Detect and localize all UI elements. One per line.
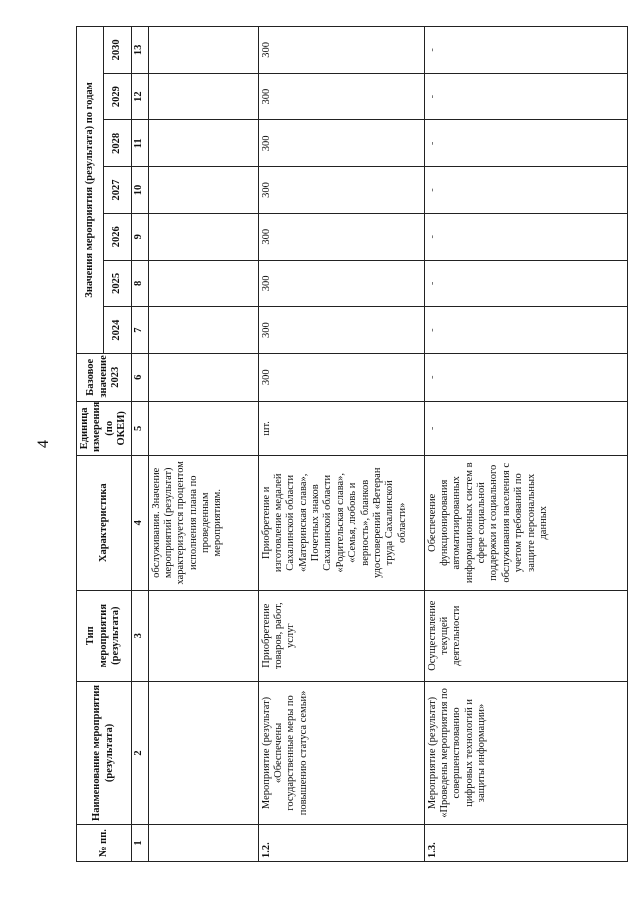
row-value: -: [424, 307, 627, 354]
table-row: [258, 27, 424, 862]
row-value: -: [424, 167, 627, 214]
index-cell: 10: [131, 167, 148, 214]
row-value: 300: [258, 260, 424, 307]
header-year: 2030: [104, 27, 131, 74]
index-cell: 6: [131, 353, 148, 401]
row-value: 300: [258, 167, 424, 214]
header-year: 2029: [104, 73, 131, 120]
row-characteristic: обслуживания. Значение мероприятий (результат) характеризуется процентом исполнения плана по проведенным мероприятиям.: [148, 455, 258, 590]
header-year: 2026: [104, 213, 131, 260]
row-value: [148, 167, 258, 214]
row-value: 300: [258, 307, 424, 354]
rotated-table-wrapper: [76, 26, 608, 862]
row-type: Осуществление текущей деятельности: [424, 590, 627, 681]
index-cell: 12: [131, 73, 148, 120]
header-base: Базовое значение 2023: [77, 353, 132, 401]
header-characteristic: Характеристика: [77, 455, 132, 590]
row-value: [148, 73, 258, 120]
row-value: -: [424, 120, 627, 167]
row-num: 1.2.: [258, 825, 424, 862]
row-base: 300: [258, 353, 424, 401]
row-base: [148, 353, 258, 401]
header-unit: Единица измерения (по ОКЕИ): [77, 401, 132, 455]
row-value: -: [424, 73, 627, 120]
row-value: -: [424, 260, 627, 307]
row-num: 1.3.: [424, 825, 627, 862]
page-number: 4: [35, 440, 52, 448]
row-value: [148, 213, 258, 260]
header-year: 2024: [104, 307, 131, 354]
row-value: [148, 120, 258, 167]
row-base: -: [424, 353, 627, 401]
header-year: 2028: [104, 120, 131, 167]
row-value: -: [424, 213, 627, 260]
header-years-group: Значения мероприятия (результата) по годам: [77, 27, 104, 354]
index-cell: 8: [131, 260, 148, 307]
index-cell: 4: [131, 455, 148, 590]
row-characteristic: Приобретение и изготовление медалей Сахалинской области «Материнская слава», Почетных знаков Сахалинской области «Родительская слава», «Семья, любовь и верность», бланков удостоверений «Ветеран труда Сахалинской области»: [258, 455, 424, 590]
header-num: № пп.: [77, 825, 132, 862]
index-cell: 7: [131, 307, 148, 354]
header-name: Наименование мероприятия (результата): [77, 681, 132, 824]
row-value: 300: [258, 213, 424, 260]
measures-table: [76, 26, 628, 862]
table-row: [148, 27, 258, 862]
row-value: 300: [258, 27, 424, 74]
index-cell: 11: [131, 120, 148, 167]
row-value: [148, 260, 258, 307]
header-year: 2025: [104, 260, 131, 307]
row-type: Приобретение товаров, работ, услуг: [258, 590, 424, 681]
row-value: 300: [258, 120, 424, 167]
row-value: 300: [258, 73, 424, 120]
index-cell: 13: [131, 27, 148, 74]
row-name: Мероприятие (результат) «Проведены мероприятия по совершенствованию цифровых технологий и защиты информации»: [424, 681, 627, 824]
row-value: [148, 27, 258, 74]
header-type: Тип мероприятия (результата): [77, 590, 132, 681]
table-row: [424, 27, 627, 862]
row-name: Мероприятие (результат) «Обеспечены государственные меры по повышению статуса семьи»: [258, 681, 424, 824]
row-characteristic: Обеспечение функционирования автоматизированных информационных систем в сфере социальной поддержки и социального обслуживания населения с учетом требований по защите персональных данных: [424, 455, 627, 590]
index-cell: 3: [131, 590, 148, 681]
row-unit: шт.: [258, 401, 424, 455]
column-index-row: [131, 27, 148, 862]
index-cell: 9: [131, 213, 148, 260]
row-unit: [148, 401, 258, 455]
row-num: [148, 825, 258, 862]
index-cell: 2: [131, 681, 148, 824]
row-value: [148, 307, 258, 354]
header-year: 2027: [104, 167, 131, 214]
row-name: [148, 681, 258, 824]
index-cell: 1: [131, 825, 148, 862]
index-cell: 5: [131, 401, 148, 455]
row-type: [148, 590, 258, 681]
row-value: -: [424, 27, 627, 74]
row-unit: -: [424, 401, 627, 455]
